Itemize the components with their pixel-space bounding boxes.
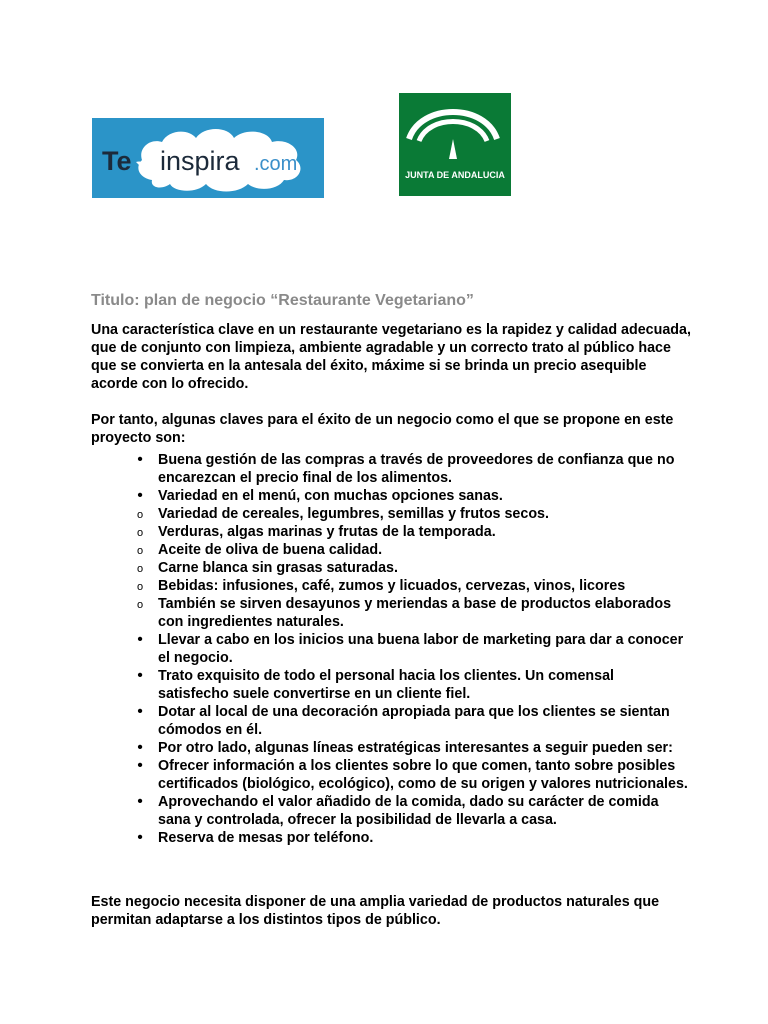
list-item: • Trato exquisito de todo el personal hacia los clientes. Un comensal satisfecho suele convertirse en un cliente fiel.	[0, 667, 688, 703]
bullet-disc-icon: •	[137, 757, 143, 774]
list-item: o Variedad de cereales, legumbres, semillas y frutos secos.	[0, 505, 688, 523]
intro-paragraph: Una característica clave en un restaurante vegetariano es la rapidez y calidad adecuada, que de conjunto con limpieza, ambiente agradable y un correcto trato al público hace que se convierta en la antesala del éxito, máxime si se brinda un precio asequible acorde con lo ofrecido.	[91, 322, 691, 392]
document-title: Titulo: plan de negocio “Restaurante Vegetariano”	[91, 292, 474, 309]
keys-list	[0, 451, 768, 847]
bullet-disc-icon: •	[137, 829, 143, 846]
bullet-circle-icon: o	[136, 581, 144, 593]
bullet-disc-icon: •	[137, 739, 143, 756]
list-item: • Aprovechando el valor añadido de la comida, dado su carácter de comida sana y controlada, ofrecer la posibilidad de llevarla a casa.	[0, 793, 688, 829]
bullet-circle-icon: o	[136, 563, 144, 575]
logo-text-inspira: inspira	[160, 146, 240, 176]
bullet-disc-icon: •	[137, 631, 143, 648]
list-item: • Reserva de mesas por teléfono.	[0, 829, 688, 847]
bullet-circle-icon: o	[136, 545, 144, 557]
junta-logo-text: JUNTA DE ANDALUCIA	[405, 170, 505, 180]
list-item: o Verduras, algas marinas y frutas de la temporada.	[0, 523, 688, 541]
bullet-disc-icon: •	[137, 451, 143, 468]
bullet-disc-icon: •	[137, 703, 143, 720]
list-item: • Dotar al local de una decoración apropiada para que los clientes se sientan cómodos en él.	[0, 703, 688, 739]
logo-text-dotcom: .com	[254, 153, 298, 175]
list-item: o Aceite de oliva de buena calidad.	[0, 541, 688, 559]
list-item: o Carne blanca sin grasas saturadas.	[0, 559, 688, 577]
list-item: • Ofrecer información a los clientes sobre lo que comen, tanto sobre posibles certificados (biológico, ecológico), como de su origen y valores nutricionales.	[0, 757, 688, 793]
list-item: • Buena gestión de las compras a través de proveedores de confianza que no encarezcan el precio final de los alimentos.	[0, 451, 688, 487]
bullet-disc-icon: •	[137, 487, 143, 504]
bullet-circle-icon: o	[136, 509, 144, 521]
teinspira-logo	[92, 118, 324, 198]
list-item: o También se sirven desayunos y meriendas a base de productos elaborados con ingredientes naturales.	[0, 595, 688, 631]
list-item: o Bebidas: infusiones, café, zumos y licuados, cervezas, vinos, licores	[0, 577, 688, 595]
bullet-circle-icon: o	[136, 527, 144, 539]
bullet-disc-icon: •	[137, 667, 143, 684]
list-item: • Variedad en el menú, con muchas opciones sanas.	[0, 487, 688, 505]
bullet-disc-icon: •	[137, 793, 143, 810]
logo-text-te: Te	[102, 146, 132, 176]
bullet-circle-icon: o	[136, 599, 144, 611]
keys-intro-paragraph: Por tanto, algunas claves para el éxito de un negocio como el que se propone en este proyecto son:	[91, 412, 674, 446]
closing-paragraph: Este negocio necesita disponer de una amplia variedad de productos naturales que permitan adaptarse a los distintos tipos de público.	[91, 894, 660, 928]
junta-de-andalucia-logo	[395, 93, 511, 196]
list-item: • Por otro lado, algunas líneas estratégicas interesantes a seguir pueden ser:	[0, 739, 688, 757]
list-item: • Llevar a cabo en los inicios una buena labor de marketing para dar a conocer el negocio.	[0, 631, 688, 667]
